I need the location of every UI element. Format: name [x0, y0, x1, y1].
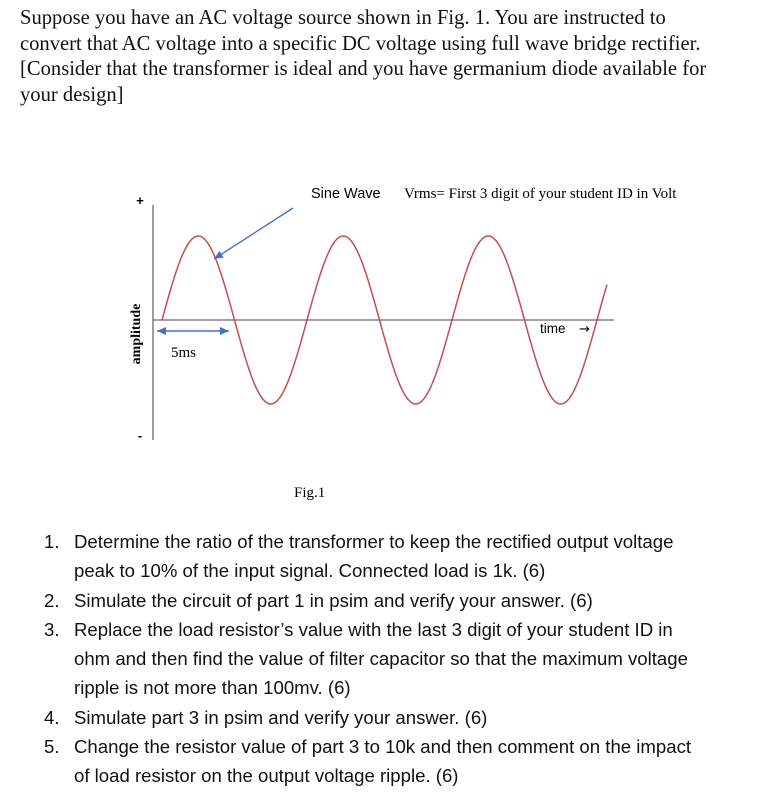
- wave-label: Sine Wave: [311, 186, 381, 202]
- question-text: Simulate part 3 in psim and verify your answer. (6): [74, 706, 488, 728]
- y-axis-minus: -: [137, 428, 143, 443]
- question-number: 1.: [44, 531, 60, 552]
- problem-statement-line: [Consider that the transformer is ideal and you have germanium diode available for: [20, 58, 707, 80]
- question-list: [44, 527, 724, 791]
- question-item: [44, 527, 724, 586]
- question-item: [44, 615, 724, 703]
- y-axis-plus: +: [136, 193, 144, 208]
- question-text: Simulate the circuit of part 1 in psim and verify your answer. (6): [74, 589, 593, 611]
- vrms-label: Vrms= First 3 digit of your student ID in Volt: [404, 186, 677, 202]
- question-text: ripple is not more than 100mv. (6): [74, 677, 351, 699]
- question-number: 2.: [44, 589, 60, 611]
- question-item: [44, 586, 724, 615]
- problem-statement-line: Suppose you have an AC voltage source shown in Fig. 1. You are instructed to: [20, 7, 666, 29]
- sine-wave-figure: [0, 170, 774, 510]
- question-item: [44, 703, 724, 732]
- question-text: Replace the load resistor’s value with the last 3 digit of your student ID in: [74, 618, 673, 640]
- problem-statement: [20, 6, 755, 108]
- question-item: [44, 732, 724, 791]
- figure-caption: Fig.1: [294, 485, 326, 501]
- time-arrow-icon: →: [579, 322, 590, 337]
- question-text: ohm and then find the value of filter capacitor so that the maximum voltage: [74, 648, 688, 670]
- question-text: of load resistor on the output voltage ripple. (6): [74, 765, 459, 787]
- y-axis-label: amplitude: [129, 303, 144, 365]
- question-number: 3.: [44, 618, 60, 640]
- problem-statement-line: your design]: [20, 83, 124, 106]
- question-number: 4.: [44, 706, 60, 728]
- time-label: time: [540, 321, 566, 336]
- question-text: Change the resistor value of part 3 to 10k and then comment on the impact: [74, 736, 692, 758]
- period-label: 5ms: [171, 345, 197, 361]
- question-number: 5.: [44, 736, 60, 758]
- wave-pointer-arrow: [214, 208, 293, 259]
- question-text: Determine the ratio of the transformer to keep the rectified output voltage: [74, 531, 674, 552]
- problem-statement-line: convert that AC voltage into a specific DC voltage using full wave bridge rectifier.: [20, 32, 701, 55]
- question-text: peak to 10% of the input signal. Connected load is 1k. (6): [74, 560, 546, 582]
